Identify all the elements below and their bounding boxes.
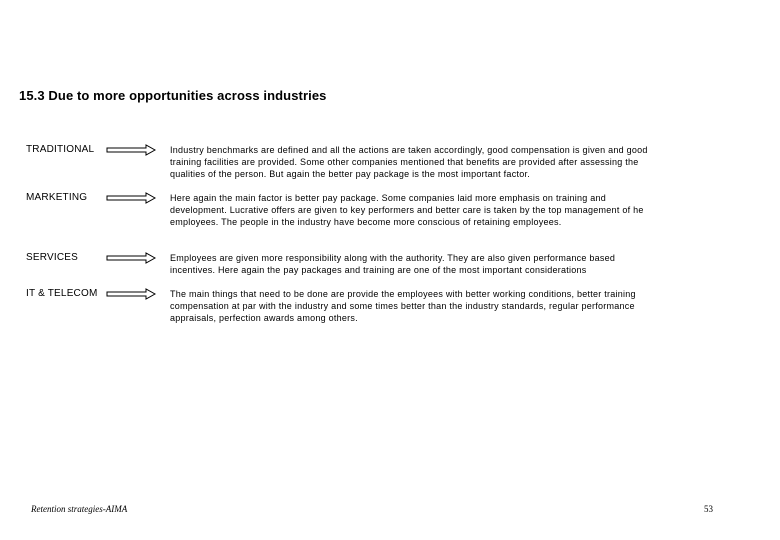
right-arrow-icon	[106, 192, 156, 204]
right-arrow-icon	[106, 288, 156, 300]
right-arrow-icon	[106, 252, 156, 264]
right-arrow-icon	[106, 144, 156, 156]
footer-title: Retention strategies-AIMA	[31, 504, 128, 514]
industry-label: SERVICES	[26, 252, 78, 263]
industry-description: Employees are given more responsibility along with the authority. They are also given performance based incentives. Here again the pay packages and training are one of the most important considerations	[170, 253, 616, 275]
industry-label: TRADITIONAL	[26, 144, 95, 155]
industry-label: MARKETING	[26, 192, 88, 203]
industry-description: Here again the main factor is better pay package. Some companies laid more emphasis on training and development. Lucrative offers are given to key performers and better care is taken by the top management of he employees. The people in the industry have become more conscious of retaining employees.	[170, 193, 644, 227]
industry-label: IT & TELECOM	[26, 288, 98, 299]
industry-description: Industry benchmarks are defined and all the actions are taken accordingly, good compensation is given and good training facilities are provided. Some other companies mentioned that benefits are provided after assessing the qualities of the person. But again the better pay package is the most important factor.	[170, 145, 648, 179]
page-number: 53	[704, 504, 713, 514]
industry-description: The main things that need to be done are provide the employees with better working conditions, better training compensation at par with the industry and some times better than the industry standards, regular performance appraisals, perfection awards among others.	[170, 289, 636, 323]
section-heading: 15.3 Due to more opportunities across industries	[19, 88, 327, 103]
